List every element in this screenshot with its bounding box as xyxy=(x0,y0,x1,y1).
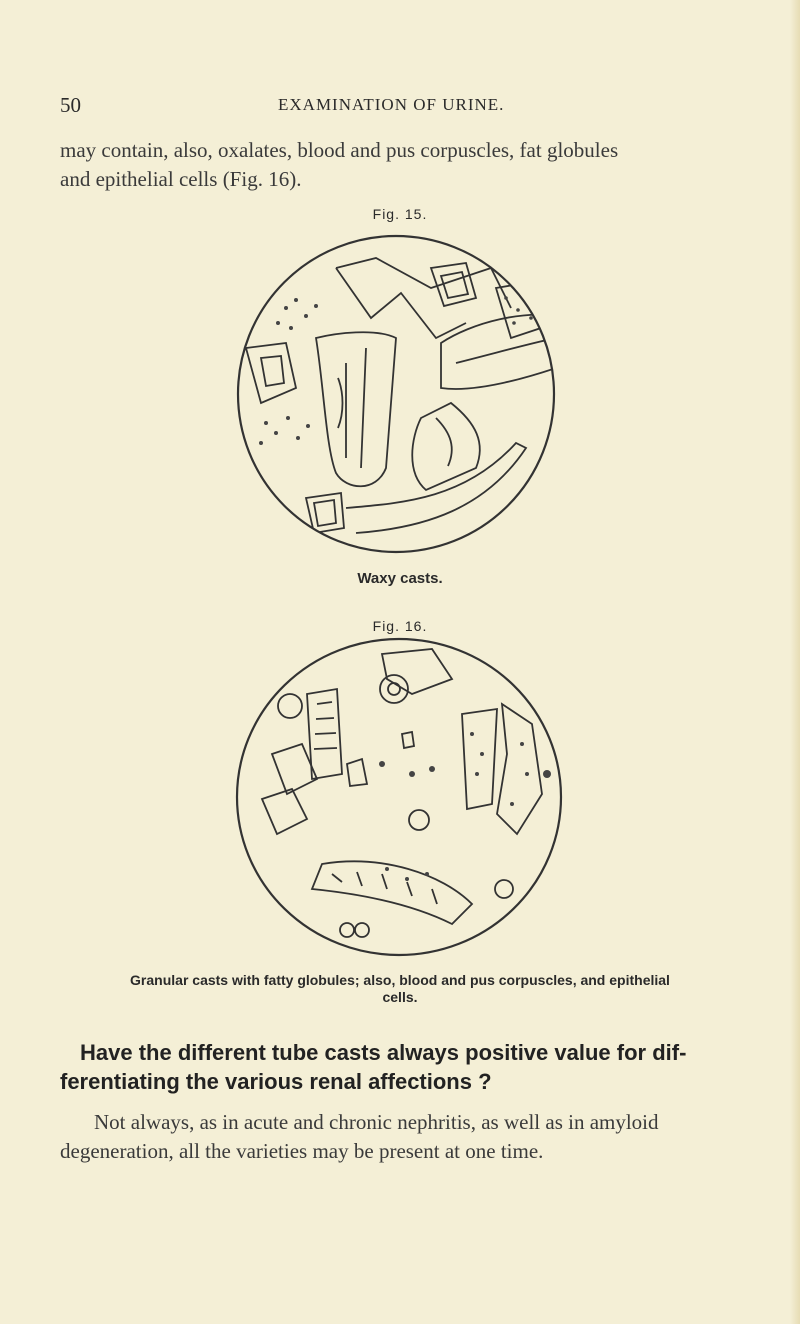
page-edge xyxy=(790,0,800,1324)
figure-15-label: Fig. 15. xyxy=(372,206,428,222)
answer-line-1: Not always, as in acute and chronic nephritis, as well as in amyloid xyxy=(94,1110,659,1134)
figure-16-caption-line-1: Granular casts with fatty globules; also, blood and pus corpuscles, and epithelial xyxy=(130,972,670,988)
figure-16-caption xyxy=(0,972,800,1006)
answer-line-2: degeneration, all the varieties may be present at one time. xyxy=(60,1139,544,1163)
figure-16-label: Fig. 16. xyxy=(372,618,428,634)
running-head: EXAMINATION OF URINE. xyxy=(278,95,505,114)
page-number: 50 xyxy=(60,93,81,117)
intro-line-2: and epithelial cells (Fig. 16). xyxy=(60,167,302,191)
question-heading xyxy=(60,1038,765,1096)
intro-paragraph xyxy=(60,136,765,194)
question-line-2: ferentiating the various renal affections ? xyxy=(60,1069,492,1094)
answer-paragraph xyxy=(60,1108,765,1166)
figure-16-caption-line-2: cells. xyxy=(382,989,418,1005)
question-line-1: Have the different tube casts always positive value for dif- xyxy=(80,1040,687,1065)
page-header xyxy=(60,93,760,117)
figure-15-waxy-casts-illustration xyxy=(226,228,566,560)
intro-line-1: may contain, also, oxalates, blood and pus corpuscles, fat globules xyxy=(60,138,619,162)
figure-16-granular-casts-illustration xyxy=(232,634,566,962)
figure-15-caption: Waxy casts. xyxy=(357,570,443,587)
